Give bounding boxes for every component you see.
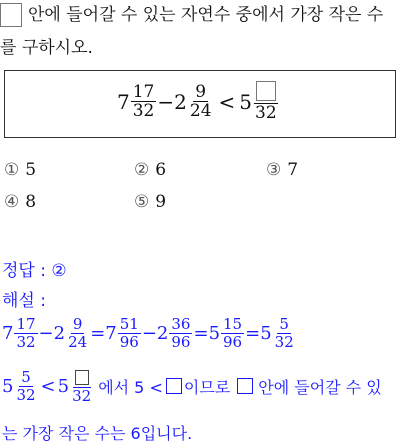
option-2[interactable]: ② 6 <box>134 160 167 180</box>
option-5[interactable]: ⑤ 9 <box>134 192 167 212</box>
minus-sign: − <box>157 89 175 114</box>
fraction: 32 <box>70 368 93 404</box>
answer-line <box>2 256 67 281</box>
inequality-expression <box>117 81 280 123</box>
question-line-1 <box>0 0 383 30</box>
blank-box-icon <box>166 378 182 394</box>
option-1[interactable]: ① 5 <box>4 160 37 180</box>
question-text-1: 안에 들어갈 수 있는 자연수 중에서 가장 작은 수 <box>28 5 384 25</box>
fraction-1: $\frac{17}{32}$ <box>132 81 155 122</box>
explanation-line-2: 5 $\frac{5}{32}$ < 5 32 에서 5 < 이므로 안에 들어갈 수 있 <box>2 368 382 405</box>
fraction: $\frac{9}{24}$ <box>68 315 88 351</box>
explanation-label: 해설 : <box>2 291 46 311</box>
fraction: $\frac{15}{96}$ <box>223 315 243 351</box>
fraction: $\frac{51}{96}$ <box>119 315 139 351</box>
blank-box-icon <box>237 378 253 394</box>
option-3[interactable]: ③ 7 <box>266 160 299 180</box>
fraction: $\frac{5}{32}$ <box>16 368 36 404</box>
answer-value: ② <box>51 261 67 281</box>
whole-3: 5 <box>239 89 253 114</box>
fraction: $\frac{36}{96}$ <box>171 315 191 351</box>
blank-box-icon <box>75 370 89 385</box>
whole-1: 7 <box>117 89 130 114</box>
explanation-equation: 7 $\frac{17}{32}$ − 2 $\frac{9}{24}$ = 7 $\frac{51}{96}$ − 2 $\frac{36}{96}$ = 5 $\frac{15}{96}$ = 5 $\frac{5}{32}$ <box>2 315 294 351</box>
whole-2: 2 <box>174 89 187 114</box>
fraction: $\frac{17}{32}$ <box>16 315 36 351</box>
question-line-2: 를 구하시오. <box>0 38 93 58</box>
answer-label: 정답 : <box>2 261 46 281</box>
fraction-2: $\frac{9}{24}$ <box>189 81 212 122</box>
option-4[interactable]: ④ 8 <box>4 192 37 212</box>
fraction: $\frac{5}{32}$ <box>274 315 294 351</box>
less-than-sign: < <box>218 89 236 114</box>
expression-box <box>4 70 396 138</box>
blank-box-icon <box>0 3 22 27</box>
blank-box-icon <box>256 81 276 101</box>
explanation-line-3: 는 가장 작은 수는 6입니다. <box>2 424 193 443</box>
fraction-3: 32 <box>253 81 279 123</box>
